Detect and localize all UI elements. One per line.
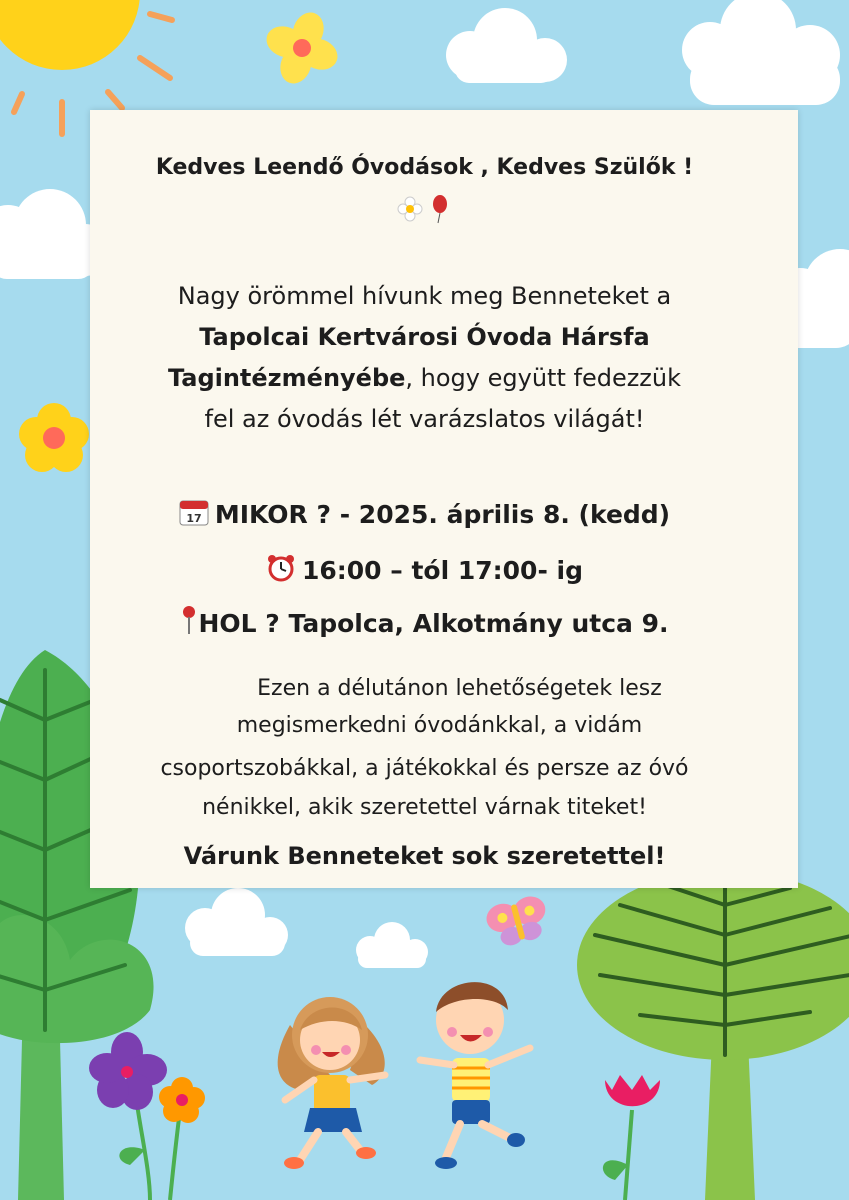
where-line	[0, 605, 849, 638]
alarm-clock-icon	[266, 554, 296, 582]
greeting-emoji	[0, 193, 849, 231]
when-line	[0, 498, 849, 529]
description-line-1: Ezen a délutánon lehetőségetek lesz	[257, 676, 662, 701]
time-text: 16:00 – tól 17:00- ig	[301, 556, 583, 585]
invite-line-3	[0, 364, 849, 392]
invite-institution: Tagintézményébe	[167, 364, 406, 392]
description-line-4: nénikkel, akik szeretettel várnak titeket!	[202, 795, 647, 820]
closing-line: Várunk Benneteket sok szeretettel!	[183, 842, 666, 870]
flower-balloon-icon	[390, 193, 460, 225]
invite-line-1: Nagy örömmel hívunk meg Benneteket a	[177, 282, 672, 310]
invite-line-3-rest: , hogy együtt fedezzük	[405, 364, 682, 392]
invite-line-4: fel az óvodás lét varázslatos világát!	[204, 405, 645, 433]
description-line-3: csoportszobákkal, a játékokkal és persze az óvó	[160, 756, 689, 781]
invite-line-2: Tapolcai Kertvárosi Óvoda Hársfa	[199, 323, 650, 351]
description-line-2: megismerkedni óvodánkkal, a vidám	[236, 713, 643, 738]
greeting-heading: Kedves Leendő Óvodások , Kedves Szülők !	[155, 155, 694, 180]
where-text: HOL ? Tapolca, Alkotmány utca 9.	[198, 609, 669, 638]
pin-icon	[181, 605, 197, 635]
calendar-icon	[179, 498, 209, 526]
when-text: MIKOR ? - 2025. április 8. (kedd)	[214, 500, 671, 529]
svg-text:17: 17	[186, 512, 202, 525]
time-line	[0, 554, 849, 585]
